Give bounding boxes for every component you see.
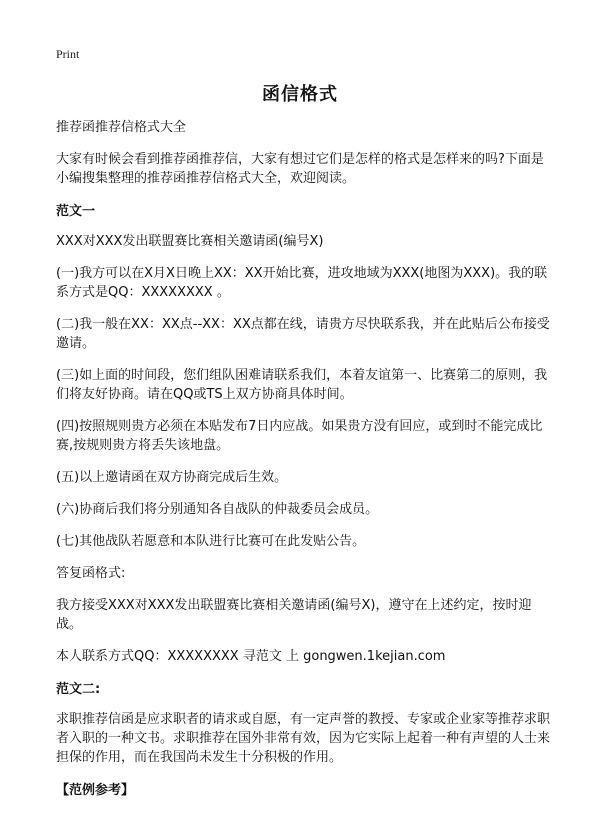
section1-heading: 范文一: [56, 204, 96, 219]
clause-2: (二)我一般在XX：XX点--XX：XX点都在线，请贵方尽快联系我，并在此贴后公布接受邀请。: [56, 317, 550, 351]
reply-label: 答复函格式:: [56, 566, 126, 581]
document-body: [56, 118, 550, 800]
intro-paragraph: 大家有时候会看到推荐函推荐信，大家有想过它们是怎样的格式是怎样来的吗?下面是小编搜集整理的推荐函推荐信格式大全，欢迎阅读。: [56, 152, 544, 186]
section2-heading: 范文二:: [56, 682, 101, 697]
clause-6: (六)协商后我们将分别通知各自战队的仲裁委员会成员。: [56, 502, 379, 517]
reference-heading: 【范例参考】: [56, 783, 135, 798]
intro-subtitle: 推荐函推荐信格式大全: [56, 120, 187, 135]
letter-title: XXX对XXX发出联盟赛比赛相关邀请函(编号X): [56, 234, 324, 249]
reply-paragraph: 我方接受XXX对XXX发出联盟赛比赛相关邀请函(编号X)，遵守在上述约定，按时迎战。: [56, 598, 532, 632]
clause-4: (四)按照规则贵方必须在本贴发布7日内应战。如果贵方没有回应，或到时不能完成比赛,按规则贵方将丢失该地盘。: [56, 419, 543, 453]
clause-1: (一)我方可以在X月X日晚上XX：XX开始比赛，进攻地域为XXX(地图为XXX)。我的联系方式是QQ：XXXXXXXX 。: [56, 266, 548, 300]
page-title: 函信格式: [262, 84, 338, 105]
clause-5: (五)以上邀请函在双方协商完成后生效。: [56, 470, 288, 485]
contact-line: 本人联系方式QQ：XXXXXXXX 寻范文 上 gongwen.1kejian.com: [56, 649, 446, 664]
section2-paragraph: 求职推荐信函是应求职者的请求或自愿，有一定声誉的教授、专家或企业家等推荐求职者入职的一种文书。求职推荐在国外非常有效，因为它实际上起着一种有声望的人士来担保的作用，而在我国尚未发生十分积极的作用。: [56, 712, 551, 765]
print-link[interactable]: Print: [56, 47, 80, 61]
clause-7: (七)其他战队若愿意和本队进行比赛可在此发贴公告。: [56, 534, 366, 549]
clause-3: (三)如上面的时间段，您们组队困难请联系我们，本着友谊第一、比赛第二的原则，我们将友好协商。请在QQ或TS上双方协商具体时间。: [56, 368, 548, 402]
